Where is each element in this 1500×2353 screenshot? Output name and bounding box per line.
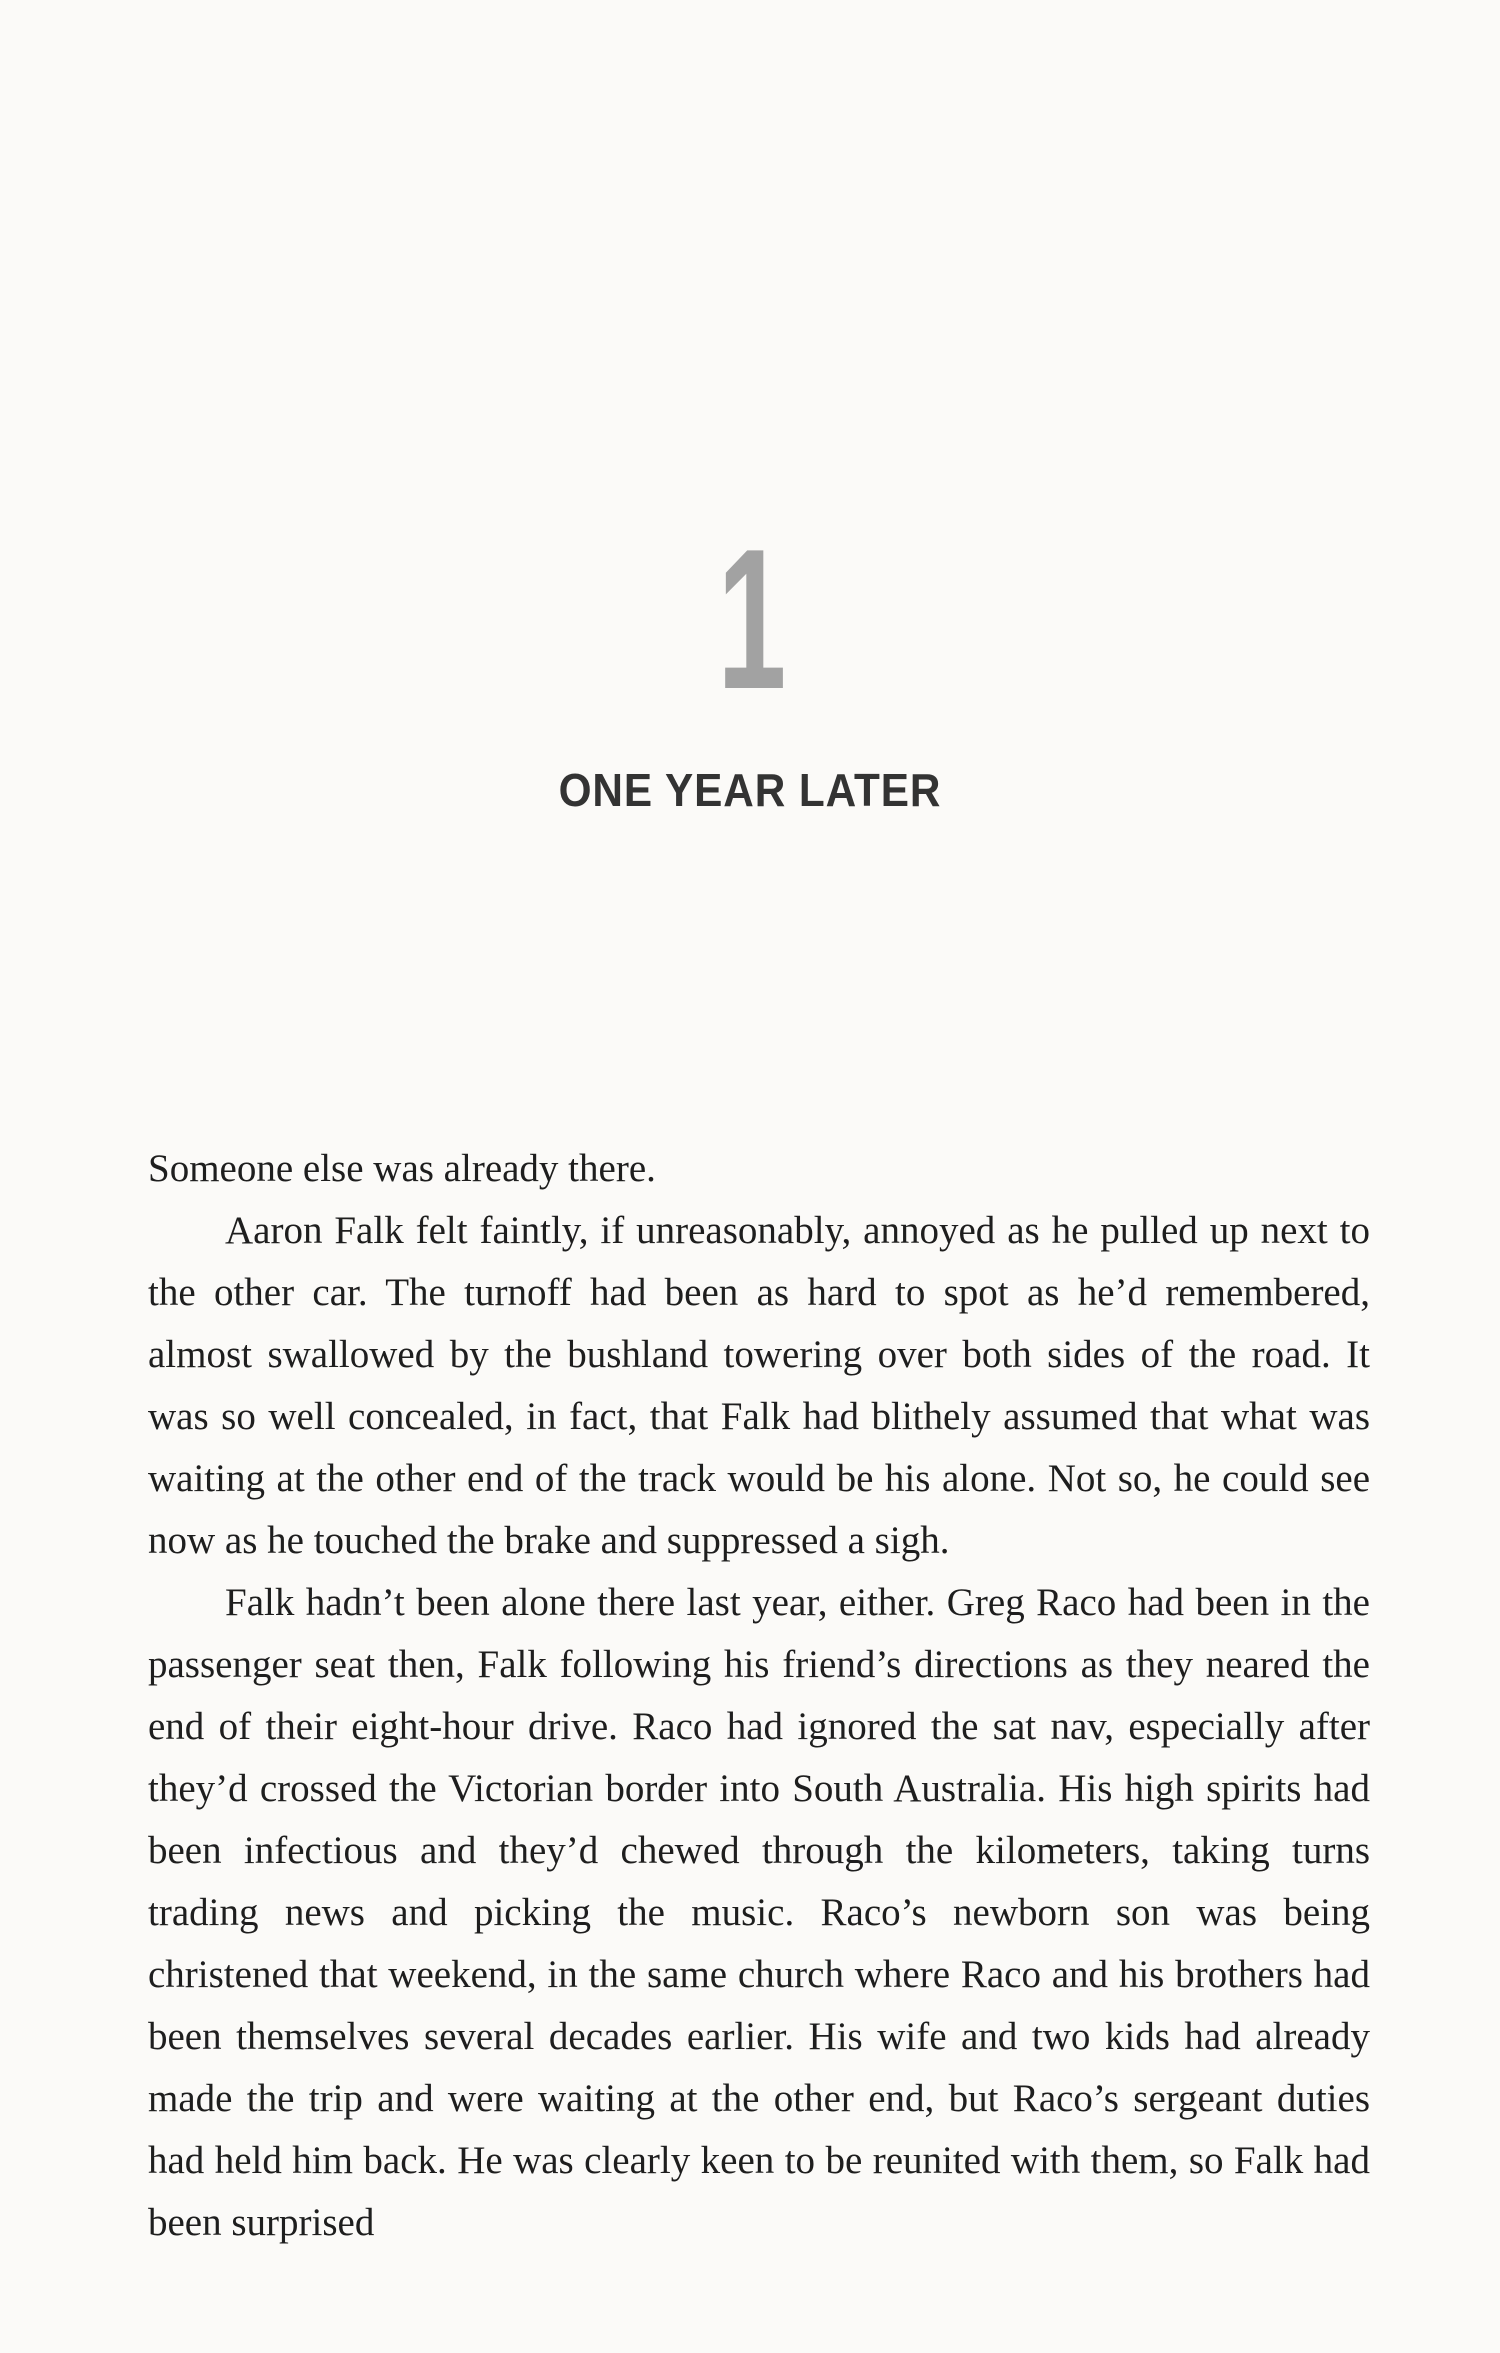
paragraph: Someone else was already there. [148,1147,656,1190]
paragraph: Falk hadn’t been alone there last year, either. Greg Raco had been in the passenger seat then, Falk following his friend’s directions as they neared the end of their eight-hour drive. Raco had ignored the sat nav, especially after they’d crossed the Victorian border into South Australia. His high spirits had been infectious and they’d chewed through the kilometers, taking turns trading news and picking the music. Raco’s newborn son was being christened that weekend, in the same church where Raco and his brothers had been themselves several decades earlier. His wife and two kids had already made the trip and were waiting at the other end, but Raco’s sergeant duties had held him back. He was clearly keen to be reunited with them, so Falk had been surprised [148,1581,1370,2244]
chapter-number: 1 [717,508,783,731]
chapter-body [148,1138,1370,2254]
paragraph: Aaron Falk felt faintly, if unreasonably, annoyed as he pulled up next to the other car. The turnoff had been as hard to spot as he’d remembered, almost swallowed by the bushland towering over both sides of the road. It was so well concealed, in fact, that Falk had blithely assumed that what was waiting at the other end of the track would be his alone. Not so, he could see now as he touched the brake and suppressed a sigh. [148,1209,1370,1562]
chapter-title: ONE YEAR LATER [558,764,942,816]
